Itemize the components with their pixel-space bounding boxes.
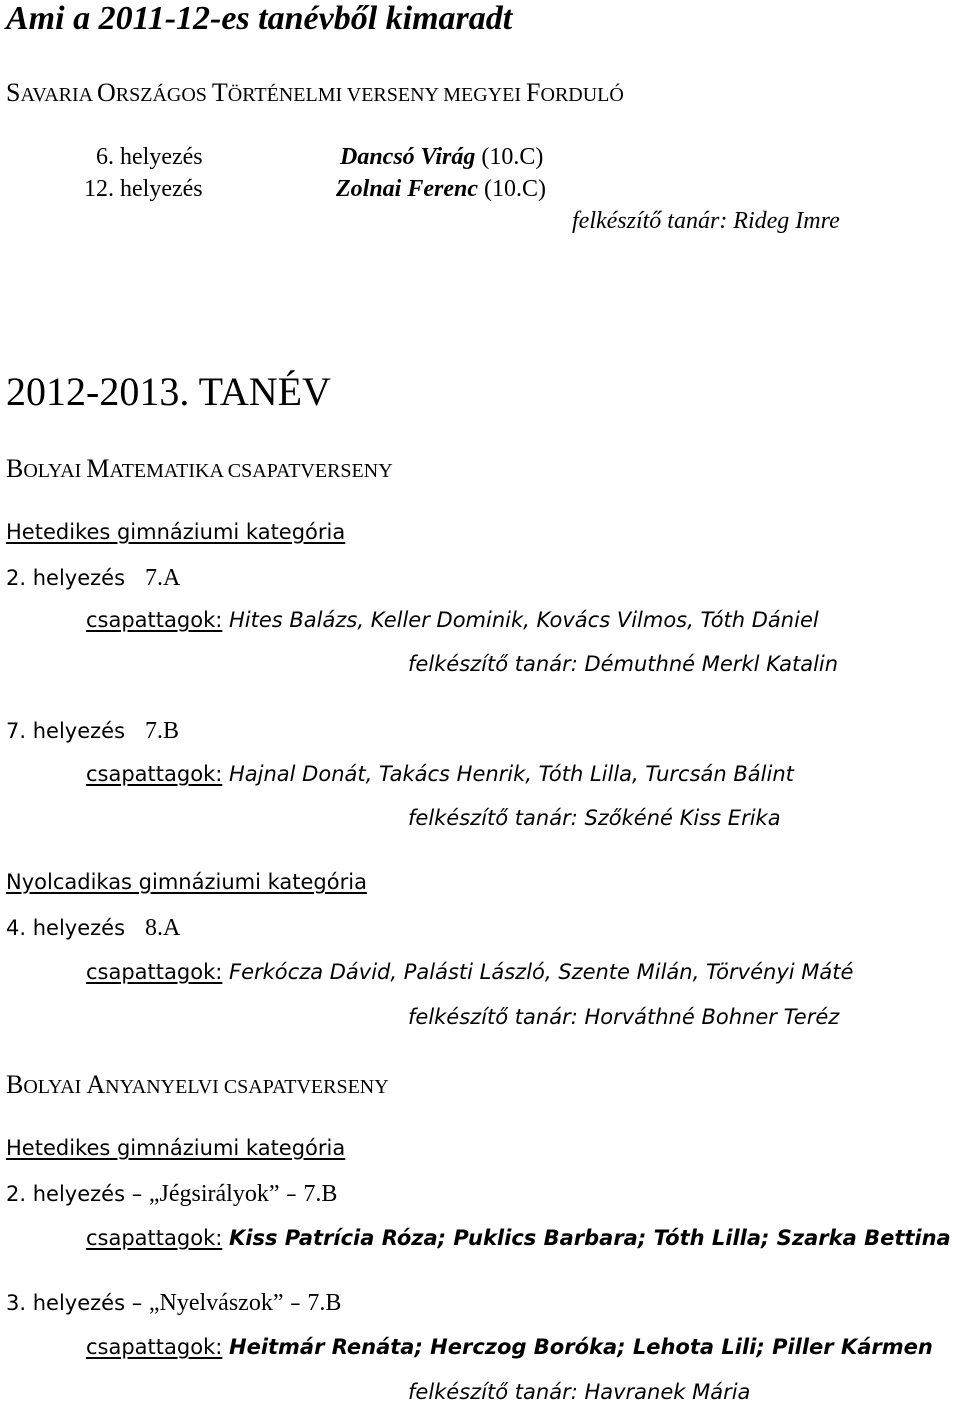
heading-part: O: [96, 78, 116, 107]
heading-part: F: [526, 78, 541, 107]
placement-line: 4. helyezés 8.A: [6, 915, 181, 941]
members-label: csapattagok:: [86, 960, 223, 984]
savaria-heading: [6, 78, 624, 108]
heading-part: S: [6, 78, 21, 107]
heading-part: OLYAI: [23, 460, 87, 482]
heading-part: ORDULÓ: [540, 84, 624, 106]
placement-line: 2. helyezés – „Jégsirályok” – 7.B: [6, 1181, 338, 1207]
teacher-line: felkészítő tanár: Szőkéné Kiss Erika: [408, 806, 781, 830]
savaria-place: 12. helyezés: [84, 176, 203, 202]
heading-part: B: [6, 454, 24, 483]
teacher-line: felkészítő tanár: Havranek Mária: [408, 1380, 751, 1404]
members-line: [86, 960, 853, 984]
heading-part: M: [86, 454, 110, 483]
members-names: Ferkócza Dávid, Palásti László, Szente Milán, Törvényi Máté: [229, 960, 854, 984]
members-line: [86, 608, 819, 632]
members-names: Heitmár Renáta; Herczog Boróka; Lehota Lili; Piller Kármen: [229, 1335, 933, 1359]
members-line: [86, 1226, 951, 1250]
bolyai-math-heading: [6, 454, 393, 484]
savaria-place: 6. helyezés: [96, 144, 203, 170]
members-label: csapattagok:: [86, 1335, 223, 1359]
savaria-teacher: felkészítő tanár: Rideg Imre: [572, 208, 840, 234]
heading-part: T: [211, 78, 228, 107]
student-class: (10.C): [481, 144, 544, 170]
student-name: Zolnai Ferenc: [336, 176, 478, 202]
heading-part: AVARIA: [20, 84, 97, 106]
members-label: csapattagok:: [86, 1226, 223, 1250]
year-heading: 2012-2013. TANÉV: [6, 369, 331, 414]
student-class: (10.C): [484, 176, 546, 202]
team-name: „Jégsirályok”: [148, 1181, 280, 1207]
category-label: Hetedikes gimnáziumi kategória: [6, 1136, 346, 1160]
student-name: Dancsó Virág: [340, 144, 476, 170]
heading-part: ATEMATIKA CSAPATVERSENY: [109, 460, 393, 482]
members-label: csapattagok:: [86, 608, 223, 632]
members-line: [86, 1335, 933, 1359]
members-names: Kiss Patrícia Róza; Puklics Barbara; Tóth Lilla; Szarka Bettina: [229, 1226, 951, 1250]
placement-line: 7. helyezés 7.B: [6, 718, 180, 744]
bolyai-lang-heading: [6, 1070, 389, 1100]
members-line: [86, 762, 794, 786]
heading-part: RSZÁGOS: [115, 84, 212, 106]
category-label: Nyolcadikas gimnáziumi kategória: [6, 870, 367, 894]
teacher-line: felkészítő tanár: Horváthné Bohner Teréz: [408, 1005, 840, 1029]
team-name: „Nyelvászok”: [148, 1290, 284, 1316]
category-label: Hetedikes gimnáziumi kategória: [6, 520, 346, 544]
heading-part: B: [6, 1070, 24, 1099]
members-names: Hites Balázs, Keller Dominik, Kovács Vilmos, Tóth Dániel: [229, 608, 819, 632]
placement-line: 3. helyezés – „Nyelvászok” – 7.B: [6, 1290, 342, 1316]
page-title: Ami a 2011-12-es tanévből kimaradt: [6, 0, 513, 37]
placement-line: 2. helyezés 7.A: [6, 565, 181, 591]
heading-part: A: [86, 1070, 106, 1099]
savaria-student: [336, 176, 546, 203]
heading-part: ÖRTÉNELMI VERSENY MEGYEI: [227, 84, 527, 106]
teacher-line: felkészítő tanár: Démuthné Merkl Katalin: [408, 652, 839, 676]
members-names: Hajnal Donát, Takács Henrik, Tóth Lilla, Turcsán Bálint: [229, 762, 794, 786]
heading-part: NYANYELVI CSAPATVERSENY: [105, 1076, 389, 1098]
heading-part: OLYAI: [23, 1076, 87, 1098]
members-label: csapattagok:: [86, 762, 223, 786]
savaria-student: [340, 144, 543, 171]
